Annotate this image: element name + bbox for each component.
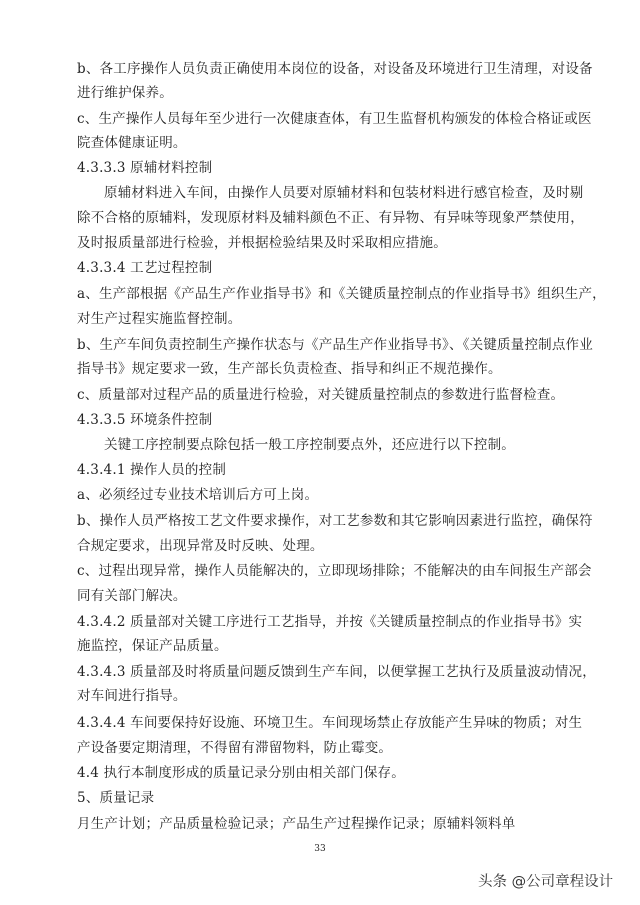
text-line: 4.3.4.4 车间要保持好设施、环境卫生。车间现场禁止存放能产生异味的物质；对生	[77, 715, 583, 731]
text-line: b、各工序操作人员负责正确使用本岗位的设备，对设备及环境进行卫生清理，对设备	[77, 61, 593, 77]
section-heading: 4.3.3.4 工艺过程控制	[77, 260, 213, 276]
text-line: 原辅材料进入车间，由操作人员要对原辅材料和包装材料进行感官检查，及时剔	[104, 185, 584, 201]
watermark: 头条 @公司章程设计	[478, 874, 614, 890]
text-line: 院查体健康证明。	[77, 135, 187, 151]
text-line: a、必须经过专业技术培训后方可上岗。	[77, 487, 319, 503]
text-line: c、过程出现异常，操作人员能解决的，立即现场排除；不能解决的由车间报生产部会	[77, 563, 592, 579]
text-line: 对车间进行指导。	[77, 688, 187, 704]
text-line: 产设备要定期清理，不得留有滞留物料，防止霉变。	[77, 740, 393, 756]
section-heading: 4.3.3.5 环境条件控制	[77, 412, 213, 428]
text-line: 指导书》规定要求一致，生产部长负责检查、指导和纠正不规范操作。	[77, 361, 502, 377]
text-line: 4.4 执行本制度形成的质量记录分别由相关部门保存。	[77, 765, 405, 781]
text-line: 月生产计划；产品质量检验记录；产品生产过程操作记录；原辅料领料单	[77, 816, 516, 832]
text-line: 同有关部门解决。	[77, 588, 187, 604]
text-line: 施监控，保证产品质量。	[77, 638, 228, 654]
section-heading: 5、质量记录	[77, 790, 155, 806]
text-line: 及时报质量部进行检验，并根据检验结果及时采取相应措施。	[77, 235, 447, 251]
text-line: b、操作人员严格按工艺文件要求操作，对工艺参数和其它影响因素进行监控，确保符	[77, 513, 593, 529]
section-heading: 4.3.3.3 原辅材料控制	[77, 160, 213, 176]
text-line: c、生产操作人员每年至少进行一次健康查体，有卫生监督机构颁发的体检合格证或医	[77, 111, 592, 127]
text-line: 除不合格的原辅料，发现原材料及辅料颜色不正、有异物、有异味等现象严禁使用，	[77, 210, 584, 226]
text-line: 4.3.4.3 质量部及时将质量问题反馈到生产车间，以便掌握工艺执行及质量波动情况，	[77, 664, 596, 680]
text-line: c、质量部对过程产品的质量进行检验，对关键质量控制点的参数进行监督检查。	[77, 387, 565, 403]
text-line: 4.3.4.2 质量部对关键工序进行工艺指导，并按《关键质量控制点的作业指导书》实	[77, 614, 583, 630]
text-line: b、生产车间负责控制生产操作状态与《产品生产作业指导书》、《关键质量控制点作业	[77, 337, 593, 353]
text-line: 关键工序控制要点除包括一般工序控制要点外，还应进行以下控制。	[104, 437, 515, 453]
text-line: 对生产过程实施监督控制。	[77, 311, 242, 327]
page-number: 33	[314, 844, 326, 854]
text-line: 进行维护保养。	[77, 85, 173, 101]
text-line: a、生产部根据《产品生产作业指导书》和《关键质量控制点的作业指导书》组织生产，	[77, 286, 606, 302]
section-heading: 4.3.4.1 操作人员的控制	[77, 462, 227, 478]
text-line: 合规定要求，出现异常及时反映、处理。	[77, 538, 324, 554]
